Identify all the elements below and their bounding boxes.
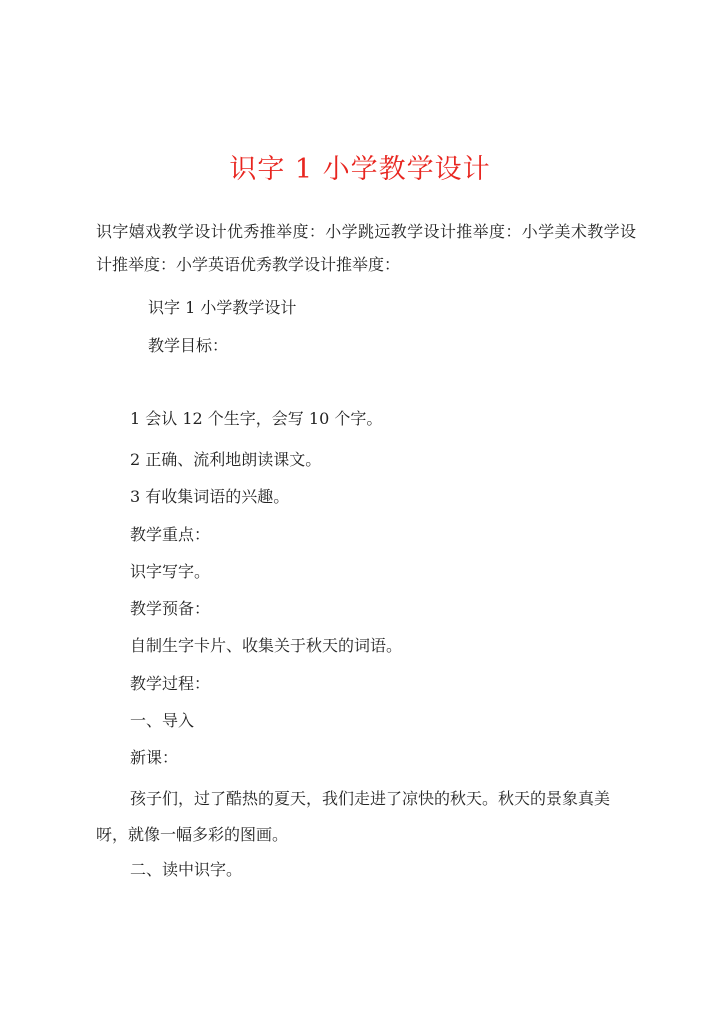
prep-text: 自制生字卡片、收集关于秋天的词语。 bbox=[130, 636, 403, 655]
goal-item-1: 1 会认 12 个生字，会写 10 个字。 bbox=[130, 409, 383, 428]
subtitle-line: 识字 1 小学教学设计 bbox=[148, 298, 297, 317]
document-title: 识字 1 小学教学设计 bbox=[229, 154, 491, 185]
new-lesson-label: 新课： bbox=[130, 748, 179, 767]
goals-heading: 教学目标： bbox=[148, 336, 229, 355]
step-1: 一、导入 bbox=[130, 711, 195, 730]
goal-item-2: 2 正确、流利地朗读课文。 bbox=[130, 450, 322, 469]
focus-text: 识字写字。 bbox=[130, 562, 211, 581]
step-2: 二、读中识字。 bbox=[130, 860, 243, 879]
goal-item-3: 3 有收集词语的兴趣。 bbox=[130, 487, 290, 506]
body-paragraph: 孩子们，过了酷热的夏天，我们走进了凉快的秋天。秋天的景象真美呀，就像一幅多彩的图画。 bbox=[96, 789, 611, 844]
focus-heading: 教学重点： bbox=[130, 525, 211, 544]
prep-heading: 教学预备： bbox=[130, 599, 211, 618]
process-heading: 教学过程： bbox=[130, 674, 211, 693]
intro-paragraph: 识字嬉戏教学设计优秀推举度：小学跳远教学设计推举度：小学美术教学设计推举度：小学英语优秀教学设计推举度： bbox=[96, 222, 636, 274]
